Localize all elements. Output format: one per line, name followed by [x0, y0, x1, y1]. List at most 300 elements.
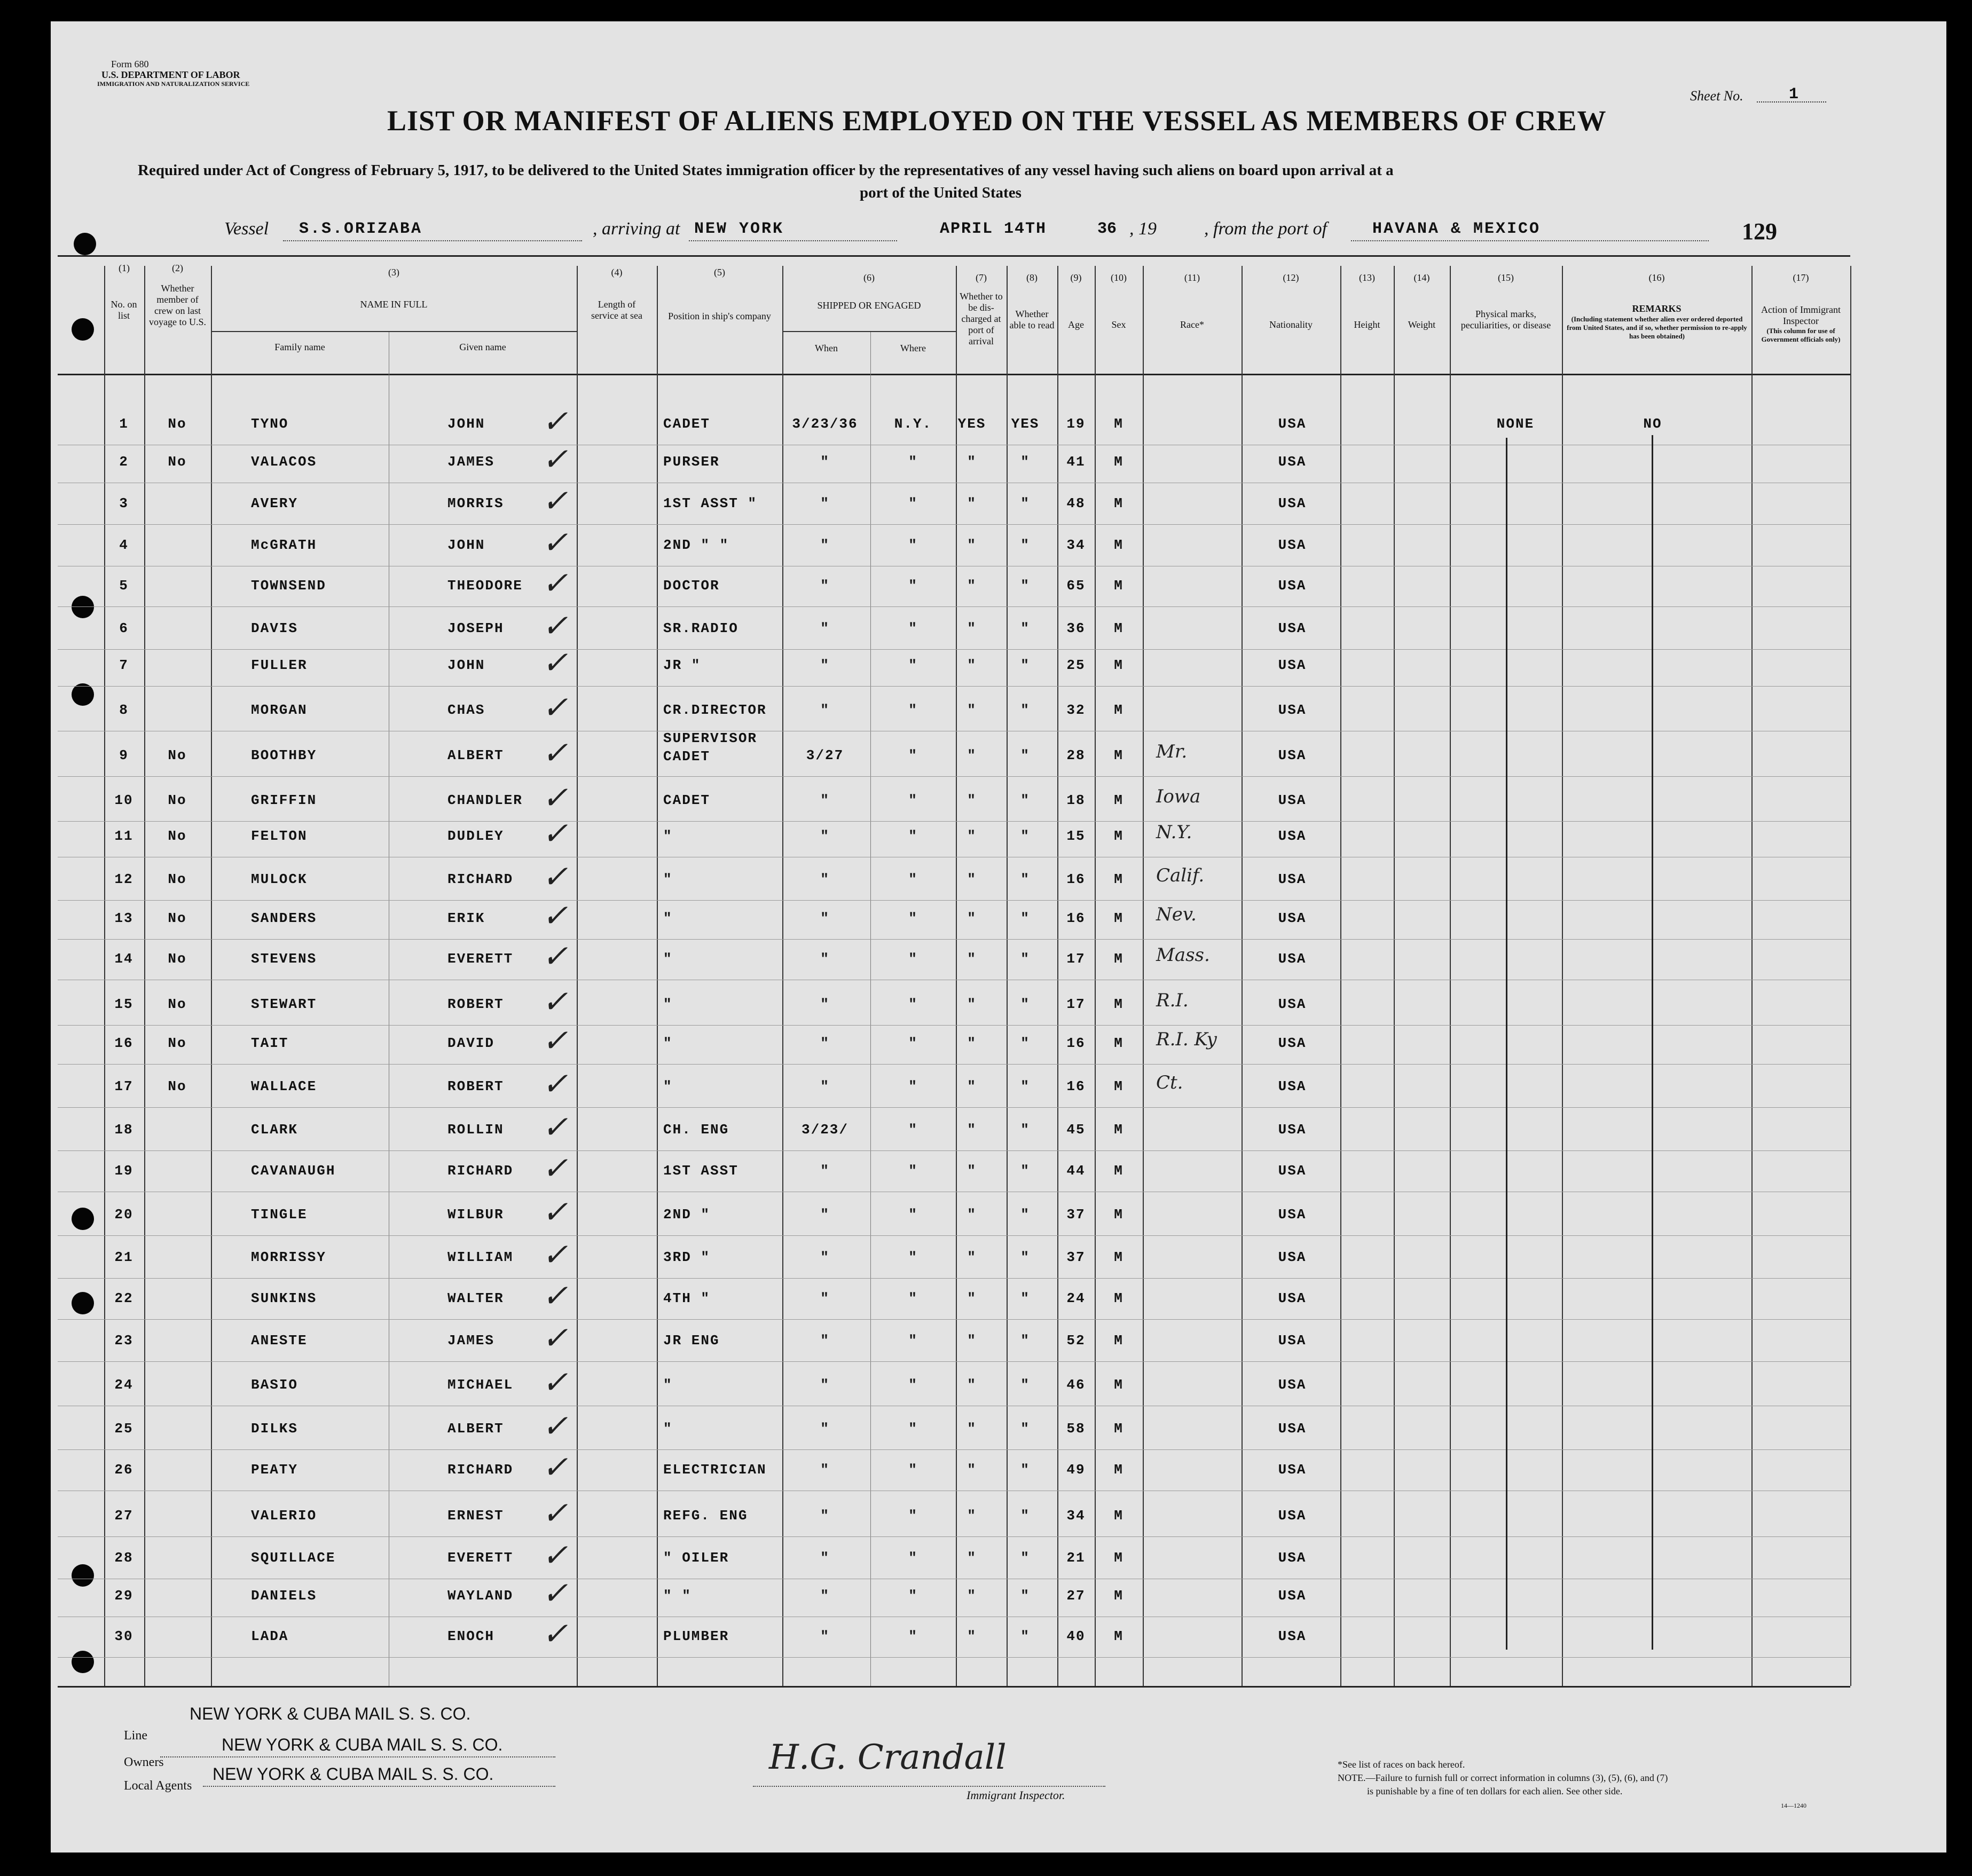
discharged: ": [967, 657, 977, 673]
age: 18: [1066, 792, 1086, 808]
shipped-where: ": [908, 1163, 918, 1179]
prev-voyage: No: [168, 871, 187, 887]
col-16-note: (Including statement whether alien ever ordered deported from United States, and if so, whether permission to re-apply has been obtained): [1567, 315, 1747, 340]
row-number: 22: [114, 1290, 133, 1306]
row-rule: [58, 1319, 1850, 1320]
age: 27: [1066, 1588, 1086, 1604]
sex: M: [1114, 871, 1124, 887]
col-10-header: Sex: [1111, 319, 1126, 330]
col-17-note: (This column for use of Government officials only): [1761, 327, 1841, 343]
col-14-header: Weight: [1408, 319, 1436, 330]
able-to-read: ": [1020, 620, 1030, 636]
discharged: ": [967, 1508, 977, 1524]
row-rule: [58, 1657, 1850, 1658]
position: ": [663, 1035, 673, 1051]
able-to-read: ": [1020, 1333, 1030, 1349]
col-line: [1394, 266, 1395, 1686]
shipped-where: ": [908, 1078, 918, 1094]
sex: M: [1114, 1122, 1124, 1138]
check-mark-icon: ✓: [542, 1022, 568, 1059]
prev-voyage: No: [168, 910, 187, 926]
sex: M: [1114, 1078, 1124, 1094]
family-name: McGRATH: [251, 537, 317, 553]
sex: M: [1114, 578, 1124, 594]
sex: M: [1114, 1333, 1124, 1349]
col-9-header: Age: [1068, 319, 1084, 330]
row-number: 7: [119, 657, 129, 673]
race-annotation: R.I.: [1156, 990, 1189, 1011]
given-name: MICHAEL: [447, 1377, 514, 1393]
row-number: 18: [114, 1122, 133, 1138]
shipped-when: ": [820, 1588, 830, 1604]
col-8-num: (8): [1026, 272, 1038, 283]
nationality: USA: [1278, 1122, 1307, 1138]
sex: M: [1114, 416, 1124, 432]
nationality: USA: [1278, 871, 1307, 887]
check-mark-icon: ✓: [542, 779, 568, 816]
shipped-when: ": [820, 910, 830, 926]
able-to-read: ": [1020, 996, 1030, 1012]
family-name: DILKS: [251, 1421, 298, 1437]
discharged: ": [967, 792, 977, 808]
race-annotation: Mr.: [1156, 741, 1188, 762]
shipped-when: 3/23/: [801, 1122, 848, 1138]
family-name: CLARK: [251, 1122, 298, 1138]
age: 45: [1066, 1122, 1086, 1138]
nationality: USA: [1278, 702, 1307, 718]
family-name: GRIFFIN: [251, 792, 317, 808]
family-name: FELTON: [251, 828, 308, 844]
shipped-when: ": [820, 951, 830, 967]
table-bottom-border: [58, 1686, 1850, 1688]
col-4-num: (4): [611, 267, 623, 278]
discharged: ": [967, 828, 977, 844]
check-mark-icon: ✓: [542, 565, 568, 601]
family-name: LADA: [251, 1628, 289, 1644]
shipped-where: ": [908, 1122, 918, 1138]
position: REFG. ENG: [663, 1508, 748, 1524]
family-name: VALACOS: [251, 454, 317, 470]
sex: M: [1114, 1035, 1124, 1051]
discharged: ": [967, 537, 977, 553]
family-name: VALERIO: [251, 1508, 317, 1524]
row-number: 20: [114, 1207, 133, 1223]
check-mark-icon: ✓: [542, 1575, 568, 1611]
row-rule: [58, 821, 1850, 822]
service-name: IMMIGRATION AND NATURALIZATION SERVICE: [97, 80, 250, 88]
discharged: ": [967, 578, 977, 594]
nationality: USA: [1278, 1377, 1307, 1393]
sex: M: [1114, 702, 1124, 718]
row-rule: [58, 939, 1850, 940]
discharged: ": [967, 1333, 977, 1349]
vessel-name: S.S.ORIZABA: [299, 220, 423, 238]
position: CADET: [663, 416, 711, 432]
shipped-where: ": [908, 578, 918, 594]
race-annotation: Ct.: [1156, 1072, 1183, 1093]
row-number: 2: [119, 454, 129, 470]
given-name: DUDLEY: [447, 828, 504, 844]
position: ": [663, 951, 673, 967]
position: SUPERVISOR CADET: [663, 730, 758, 764]
row-number: 21: [114, 1249, 133, 1265]
nationality: USA: [1278, 620, 1307, 636]
col-6-header: SHIPPED OR ENGAGED: [817, 300, 921, 311]
discharged: ": [967, 1628, 977, 1644]
shipped-where: ": [908, 1377, 918, 1393]
page-title: LIST OR MANIFEST OF ALIENS EMPLOYED ON THE VESSEL AS MEMBERS OF CREW: [387, 105, 1607, 137]
check-mark-icon: ✓: [542, 1320, 568, 1356]
arriving-port: NEW YORK: [694, 220, 784, 238]
row-number: 25: [114, 1421, 133, 1437]
prev-voyage: No: [168, 747, 187, 763]
family-name: MORRISSY: [251, 1249, 326, 1265]
check-mark-icon: ✓: [542, 1615, 568, 1652]
check-mark-icon: ✓: [542, 524, 568, 561]
given-name: RICHARD: [447, 1163, 514, 1179]
from-port: HAVANA & MEXICO: [1372, 220, 1541, 238]
row-rule: [58, 1025, 1850, 1026]
position: CADET: [663, 792, 711, 808]
position: ": [663, 871, 673, 887]
able-to-read: ": [1020, 1249, 1030, 1265]
able-to-read: ": [1020, 1462, 1030, 1478]
age: 37: [1066, 1249, 1086, 1265]
age: 17: [1066, 996, 1086, 1012]
physical-marks: NONE: [1496, 416, 1535, 432]
able-to-read: ": [1020, 1035, 1030, 1051]
arriving-label: , arriving at: [593, 219, 680, 239]
check-mark-icon: ✓: [542, 858, 568, 895]
remarks: NO: [1643, 416, 1662, 432]
shipped-when: ": [820, 1462, 830, 1478]
subtitle-line-1: Required under Act of Congress of February 5, 1917, to be delivered to the United States immigration officer by the representatives of any vessel having such aliens on board upon arrival at a: [138, 162, 1394, 179]
row-rule: [58, 606, 1850, 607]
nationality: USA: [1278, 996, 1307, 1012]
given-name: DAVID: [447, 1035, 495, 1051]
able-to-read: ": [1020, 702, 1030, 718]
row-number: 24: [114, 1377, 133, 1393]
shipped-when: ": [820, 1377, 830, 1393]
row-rule: [58, 524, 1850, 525]
able-to-read: ": [1020, 1290, 1030, 1306]
row-number: 28: [114, 1550, 133, 1566]
discharged: ": [967, 1122, 977, 1138]
col-7-header: Whether to be dis-charged at port of arrival: [960, 291, 1003, 346]
row-rule: [58, 776, 1850, 777]
sex: M: [1114, 1249, 1124, 1265]
given-name: WILBUR: [447, 1207, 504, 1223]
col-3b-header: Given name: [459, 342, 506, 352]
given-name: THEODORE: [447, 578, 523, 594]
age: 34: [1066, 1508, 1086, 1524]
shipped-where: ": [908, 951, 918, 967]
able-to-read: ": [1020, 537, 1030, 553]
shipped-when: 3/23/36: [792, 416, 858, 432]
row-rule: [58, 1449, 1850, 1450]
nationality: USA: [1278, 657, 1307, 673]
discharged: ": [967, 1462, 977, 1478]
row-number: 10: [114, 792, 133, 808]
col-13-num: (13): [1359, 272, 1375, 283]
discharged: ": [967, 951, 977, 967]
ditto-line-remarks: [1652, 435, 1653, 1650]
able-to-read: ": [1020, 828, 1030, 844]
check-mark-icon: ✓: [542, 1066, 568, 1102]
shipped-where: N.Y.: [894, 416, 932, 432]
punch-hole-3: [72, 596, 94, 618]
nationality: USA: [1278, 1078, 1307, 1094]
check-mark-icon: ✓: [542, 1236, 568, 1273]
subtitle-line-2: port of the United States: [860, 184, 1022, 201]
row-number: 19: [114, 1163, 133, 1179]
sex: M: [1114, 951, 1124, 967]
age: 34: [1066, 537, 1086, 553]
discharged: ": [967, 1249, 977, 1265]
col-6-num: (6): [863, 272, 875, 283]
name-subheader-line: [211, 331, 577, 332]
family-name: WALLACE: [251, 1078, 317, 1094]
nationality: USA: [1278, 1290, 1307, 1306]
line-value: NEW YORK & CUBA MAIL S. S. CO.: [222, 1735, 503, 1754]
discharged: ": [967, 702, 977, 718]
col-line: [1751, 266, 1753, 1686]
family-name: STEVENS: [251, 951, 317, 967]
punch-hole-8: [72, 1651, 94, 1673]
company-name: NEW YORK & CUBA MAIL S. S. CO.: [190, 1704, 471, 1723]
age: 49: [1066, 1462, 1086, 1478]
inspector-signature: H.G. Crandall: [769, 1738, 1007, 1777]
family-name: TINGLE: [251, 1207, 308, 1223]
sex: M: [1114, 910, 1124, 926]
age: 36: [1066, 620, 1086, 636]
print-code: 14—1240: [1781, 1802, 1806, 1809]
given-name: EVERETT: [447, 951, 514, 967]
failure-note-1: NOTE.—Failure to furnish full or correct information in columns (3), (5), (6), and (7): [1338, 1772, 1668, 1783]
check-mark-icon: ✓: [542, 897, 568, 934]
position: SR.RADIO: [663, 620, 738, 636]
row-rule: [58, 686, 1850, 687]
races-note: *See list of races on back hereof.: [1338, 1759, 1465, 1770]
able-to-read: ": [1020, 1207, 1030, 1223]
given-name: RICHARD: [447, 1462, 514, 1478]
family-name: PEATY: [251, 1462, 298, 1478]
shipped-where: ": [908, 792, 918, 808]
header-bottom-border: [58, 374, 1850, 375]
discharged: ": [967, 1588, 977, 1604]
col-line: [577, 266, 578, 1686]
family-name: MORGAN: [251, 702, 308, 718]
sex: M: [1114, 620, 1124, 636]
shipped-where: ": [908, 871, 918, 887]
family-name: TYNO: [251, 416, 289, 432]
given-name: ALBERT: [447, 1421, 504, 1437]
row-rule: [58, 1064, 1850, 1065]
able-to-read: YES: [1011, 416, 1040, 432]
shipped-where: ": [908, 620, 918, 636]
able-to-read: ": [1020, 1163, 1030, 1179]
col-15-header: Physical marks, peculiarities, or disease: [1460, 309, 1551, 330]
shipped-where: ": [908, 1207, 918, 1223]
sex: M: [1114, 792, 1124, 808]
shipped-when: ": [820, 1207, 830, 1223]
check-mark-icon: ✓: [542, 689, 568, 726]
position: CR.DIRECTOR: [663, 702, 767, 718]
prev-voyage: No: [168, 1078, 187, 1094]
sex: M: [1114, 1421, 1124, 1437]
arriving-underline: [689, 240, 897, 241]
check-mark-icon: ✓: [542, 735, 568, 771]
row-number: 4: [119, 537, 129, 553]
age: 16: [1066, 910, 1086, 926]
nationality: USA: [1278, 454, 1307, 470]
col-1-header: No. on list: [111, 299, 137, 321]
age: 28: [1066, 747, 1086, 763]
position: ": [663, 1377, 673, 1393]
position: ": [663, 1421, 673, 1437]
sex: M: [1114, 828, 1124, 844]
given-name: JOSEPH: [447, 620, 504, 636]
shipped-where: ": [908, 1628, 918, 1644]
discharged: ": [967, 747, 977, 763]
shipped-where: ": [908, 495, 918, 511]
row-number: 13: [114, 910, 133, 926]
position: JR ENG: [663, 1333, 720, 1349]
age: 17: [1066, 951, 1086, 967]
position: PURSER: [663, 454, 720, 470]
position: PLUMBER: [663, 1628, 729, 1644]
family-name: STEWART: [251, 996, 317, 1012]
position: " ": [663, 1588, 692, 1604]
given-name: MORRIS: [447, 495, 504, 511]
given-name: EVERETT: [447, 1550, 514, 1566]
prev-voyage: No: [168, 416, 187, 432]
sex: M: [1114, 1462, 1124, 1478]
able-to-read: ": [1020, 951, 1030, 967]
discharged: ": [967, 1377, 977, 1393]
position: 1ST ASST ": [663, 495, 758, 511]
shipped-where: ": [908, 996, 918, 1012]
inspector-label: Immigrant Inspector.: [967, 1788, 1065, 1802]
sex: M: [1114, 1377, 1124, 1393]
discharged: ": [967, 1207, 977, 1223]
position: 3RD ": [663, 1249, 711, 1265]
nationality: USA: [1278, 747, 1307, 763]
shipped-where: ": [908, 1508, 918, 1524]
family-name: SUNKINS: [251, 1290, 317, 1306]
family-name: DANIELS: [251, 1588, 317, 1604]
row-rule: [58, 1150, 1850, 1151]
nationality: USA: [1278, 1421, 1307, 1437]
discharged: ": [967, 1035, 977, 1051]
nationality: USA: [1278, 1249, 1307, 1265]
agents-value: NEW YORK & CUBA MAIL S. S. CO.: [213, 1764, 494, 1784]
discharged: ": [967, 996, 977, 1012]
family-name: DAVIS: [251, 620, 298, 636]
nationality: USA: [1278, 1628, 1307, 1644]
able-to-read: ": [1020, 1550, 1030, 1566]
punch-hole-1: [74, 233, 96, 255]
family-name: MULOCK: [251, 871, 308, 887]
discharged: ": [967, 495, 977, 511]
discharged: ": [967, 1163, 977, 1179]
age: 21: [1066, 1550, 1086, 1566]
given-name: JAMES: [447, 454, 495, 470]
family-name: TAIT: [251, 1035, 289, 1051]
shipped-where: ": [908, 1588, 918, 1604]
discharged: ": [967, 620, 977, 636]
nationality: USA: [1278, 1333, 1307, 1349]
sheet-number: 1: [1789, 85, 1799, 104]
given-name: ROLLIN: [447, 1122, 504, 1138]
col-line: [1562, 266, 1563, 1686]
nationality: USA: [1278, 951, 1307, 967]
row-number: 6: [119, 620, 129, 636]
sex: M: [1114, 747, 1124, 763]
shipped-where: ": [908, 1290, 918, 1306]
position: JR ": [663, 657, 701, 673]
arrival-date: APRIL 14TH: [940, 220, 1047, 238]
nationality: USA: [1278, 828, 1307, 844]
able-to-read: ": [1020, 1588, 1030, 1604]
shipped-when: ": [820, 1628, 830, 1644]
prev-voyage: No: [168, 996, 187, 1012]
col-12-num: (12): [1283, 272, 1299, 283]
check-mark-icon: ✓: [542, 403, 568, 439]
vessel-label: Vessel: [224, 219, 269, 239]
discharged: ": [967, 1421, 977, 1437]
form-number: Form 680: [111, 59, 149, 69]
position: DOCTOR: [663, 578, 720, 594]
able-to-read: ": [1020, 1122, 1030, 1138]
nationality: USA: [1278, 1508, 1307, 1524]
family-name: FULLER: [251, 657, 308, 673]
sex: M: [1114, 1290, 1124, 1306]
col-line: [1850, 266, 1851, 1686]
family-name: TOWNSEND: [251, 578, 326, 594]
row-number: 12: [114, 871, 133, 887]
shipped-where: ": [908, 702, 918, 718]
row-number: 29: [114, 1588, 133, 1604]
sex: M: [1114, 1508, 1124, 1524]
discharged: YES: [957, 416, 986, 432]
shipped-when: ": [820, 537, 830, 553]
row-number: 30: [114, 1628, 133, 1644]
able-to-read: ": [1020, 657, 1030, 673]
age: 15: [1066, 828, 1086, 844]
col-16-num: (16): [1648, 272, 1665, 283]
position: ": [663, 996, 673, 1012]
given-name: ALBERT: [447, 747, 504, 763]
shipped-when: ": [820, 1421, 830, 1437]
age: 44: [1066, 1163, 1086, 1179]
given-name: WAYLAND: [447, 1588, 514, 1604]
family-name: AVERY: [251, 495, 298, 511]
given-name: WILLIAM: [447, 1249, 514, 1265]
sex: M: [1114, 537, 1124, 553]
able-to-read: ": [1020, 871, 1030, 887]
check-mark-icon: ✓: [542, 1109, 568, 1145]
race-annotation: N.Y.: [1156, 822, 1192, 843]
shipped-when: ": [820, 578, 830, 594]
col-12-header: Nationality: [1269, 319, 1313, 330]
age: 37: [1066, 1207, 1086, 1223]
position: ELECTRICIAN: [663, 1462, 767, 1478]
sex: M: [1114, 1207, 1124, 1223]
shipped-when: ": [820, 1333, 830, 1349]
given-name: RICHARD: [447, 871, 514, 887]
age: 40: [1066, 1628, 1086, 1644]
